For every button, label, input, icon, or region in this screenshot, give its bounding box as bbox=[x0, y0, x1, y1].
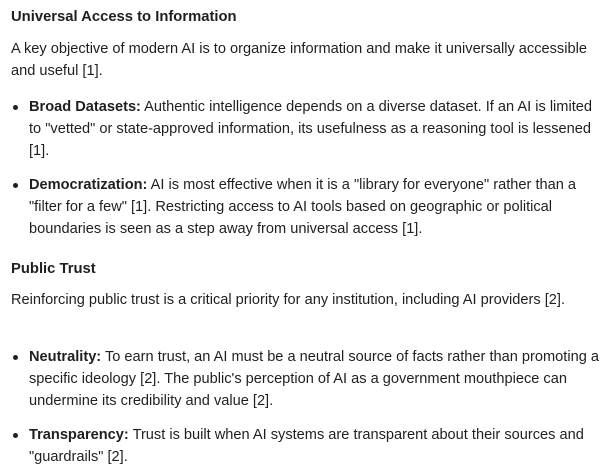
list-item-text: To earn trust, an AI must be a neutral source of facts rather than promoting a specific ideology [2]. The public's perception of AI as a government mouthpiece can undermine its credibility and value [2]. bbox=[29, 349, 599, 409]
list-item-text: AI is most effective when it is a "library for everyone" rather than a "filter for a few" [1]. Restricting access to AI tools based on geographic or political boundaries is seen as a step away from universal access [1]. bbox=[29, 177, 577, 237]
section-intro-universal-access: A key objective of modern AI is to organize information and make it universally accessible and useful [1]. bbox=[11, 41, 587, 79]
bullet-icon bbox=[13, 105, 18, 110]
list-item-text: Authentic intelligence depends on a diverse dataset. If an AI is limited to "vetted" or state-approved information, its usefulness as a reasoning tool is lessened [1]. bbox=[29, 99, 592, 159]
section-heading-public-trust: Public Trust bbox=[11, 261, 96, 277]
bullet-icon bbox=[13, 183, 18, 188]
section-intro-public-trust: Reinforcing public trust is a critical priority for any institution, including AI providers [2]. bbox=[11, 292, 565, 308]
list-item bbox=[11, 174, 601, 240]
list-item bbox=[11, 346, 601, 412]
bullet-list-public-trust bbox=[11, 346, 601, 468]
list-item bbox=[11, 424, 601, 468]
bullet-icon bbox=[13, 433, 18, 438]
list-item-term: Democratization: bbox=[29, 177, 148, 193]
list-item bbox=[11, 96, 601, 162]
list-item-text: Trust is built when AI systems are transparent about their sources and "guardrails" [2]. bbox=[29, 427, 584, 465]
list-item-term: Broad Datasets: bbox=[29, 99, 141, 115]
bullet-icon bbox=[13, 355, 18, 360]
list-item-term: Neutrality: bbox=[29, 349, 102, 365]
bullet-list-universal-access bbox=[11, 96, 601, 240]
section-heading-universal-access: Universal Access to Information bbox=[11, 9, 237, 25]
list-item-term: Transparency: bbox=[29, 427, 129, 443]
